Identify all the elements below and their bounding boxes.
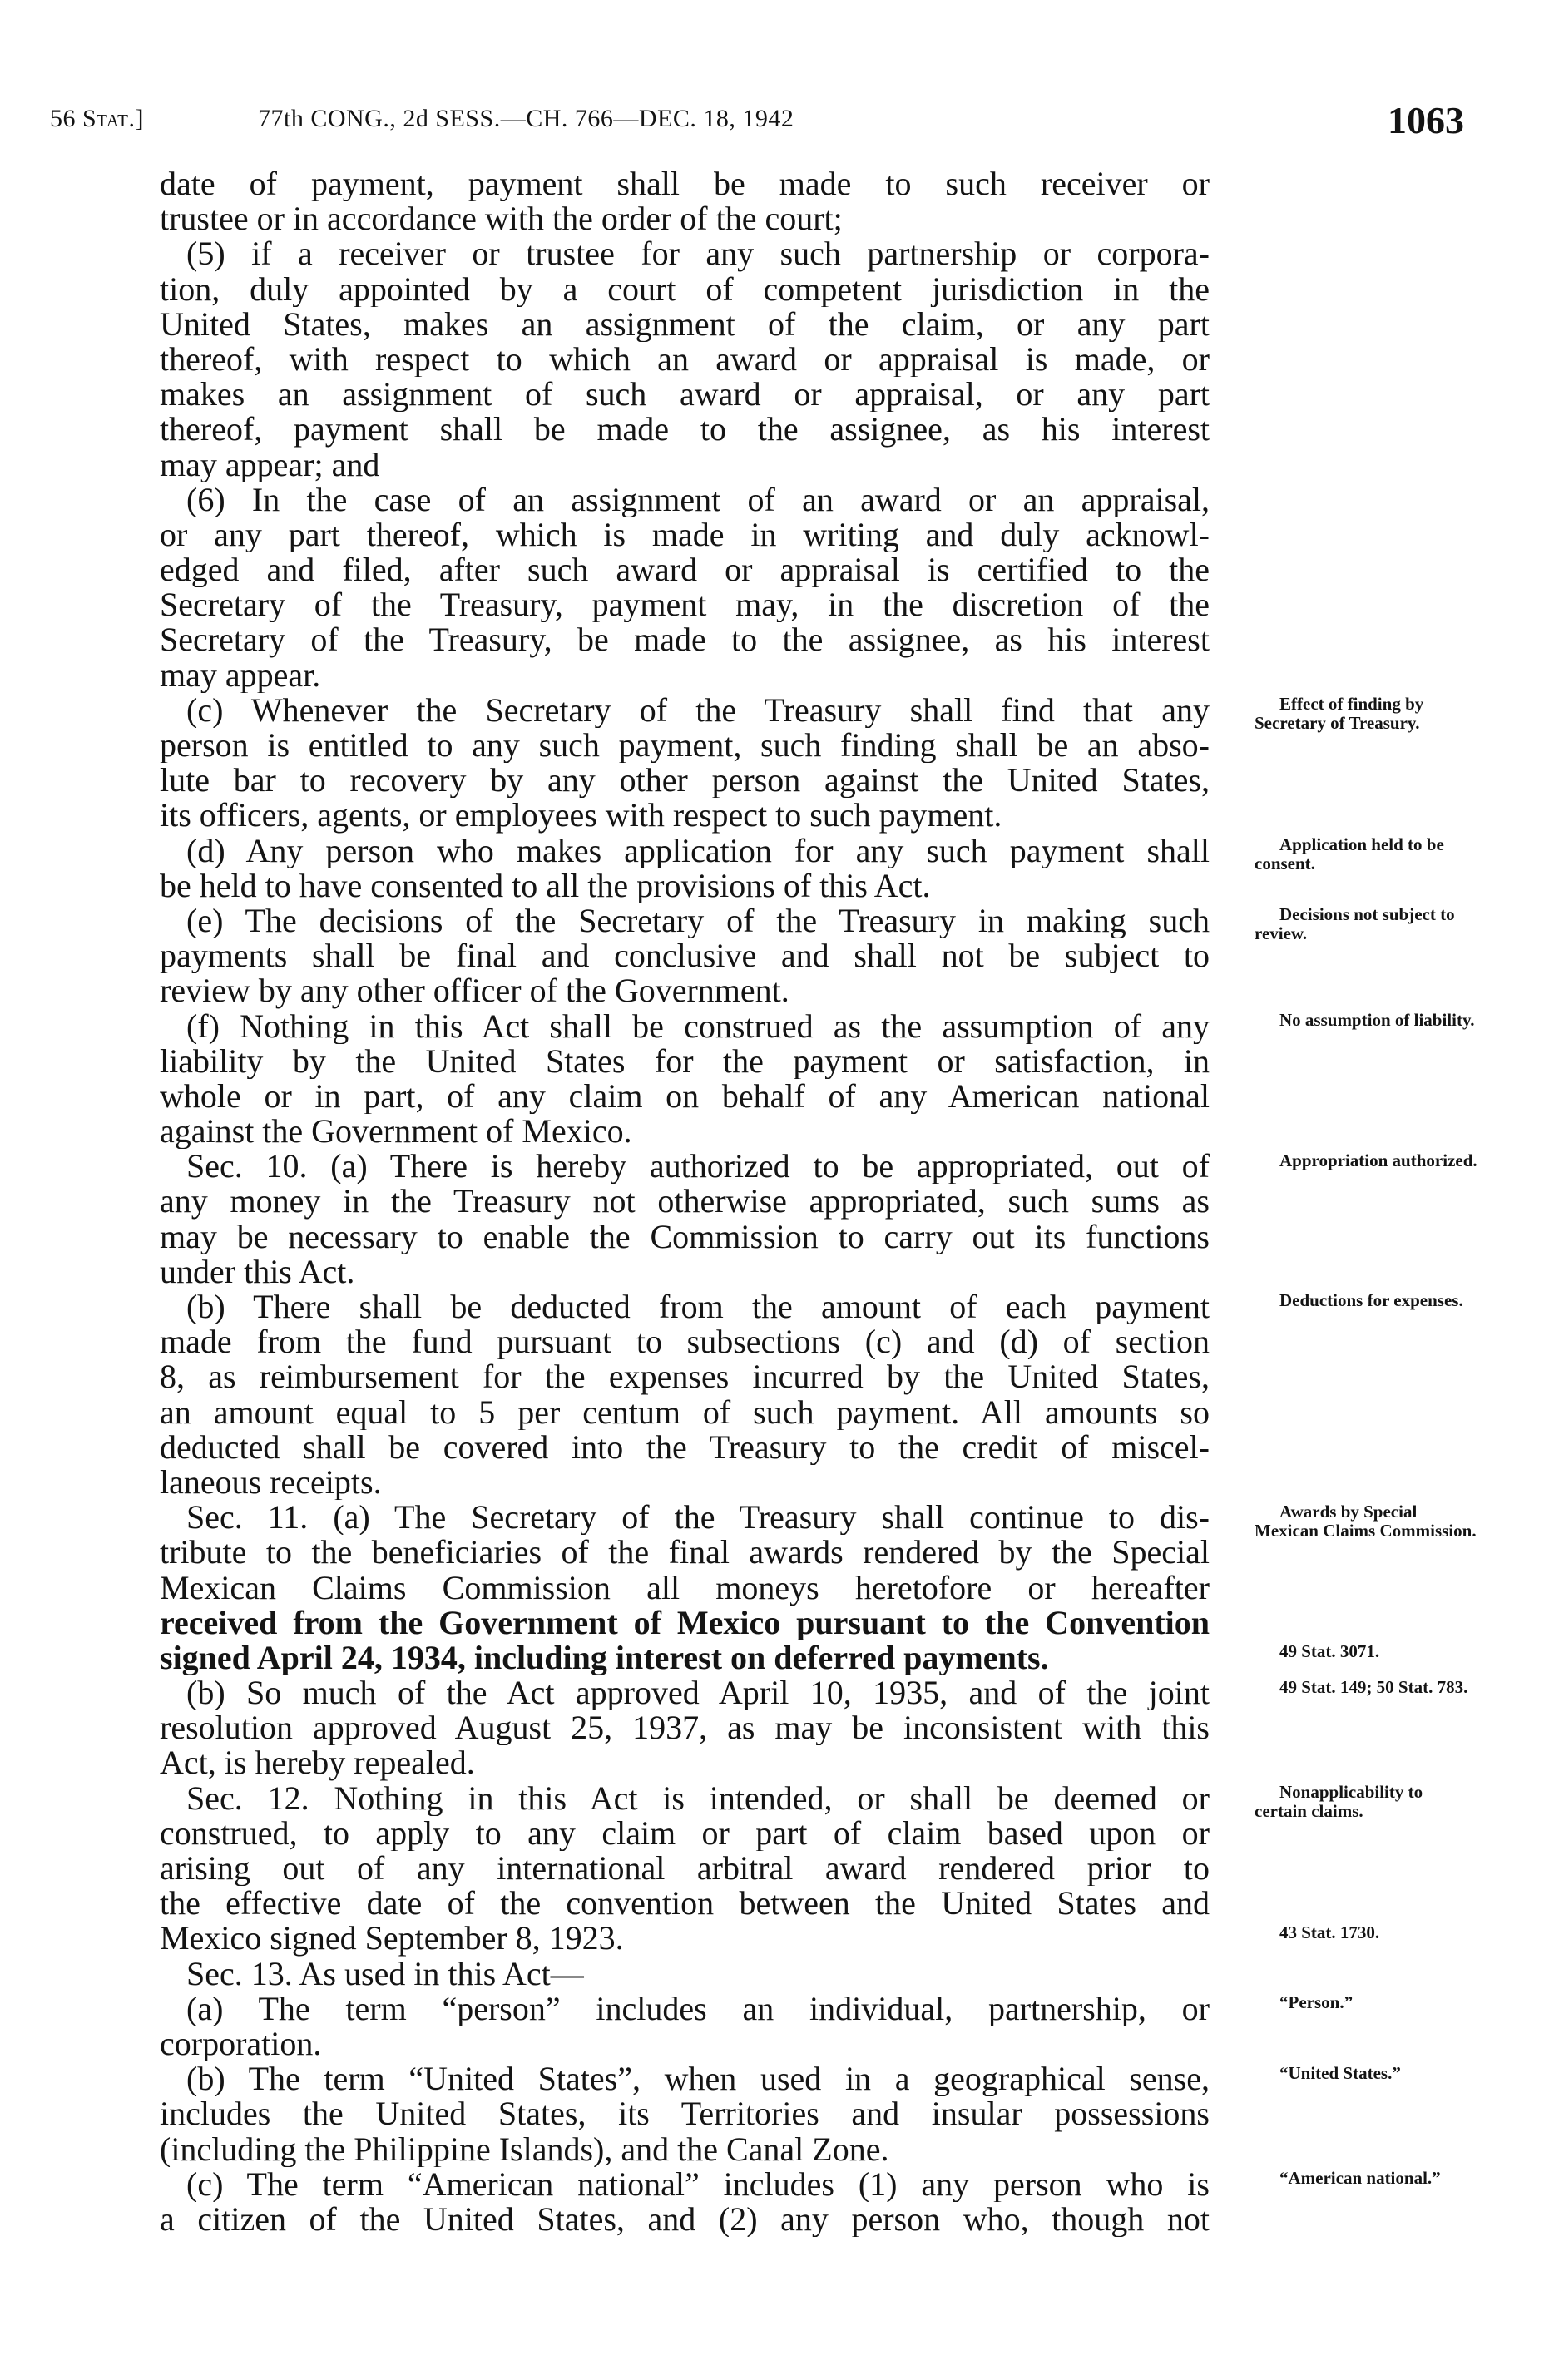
marginal-note: “Person.” xyxy=(1279,1992,1354,2013)
text-line: Act, is hereby repealed. xyxy=(160,1745,475,1781)
marginal-note: Deductions for expenses. xyxy=(1279,1290,1463,1311)
text-line: (including the Philippine Islands), and the Canal Zone. xyxy=(160,2131,889,2167)
text-line: Sec. 13. As used in this Act— xyxy=(186,1956,584,1992)
text-line: (c) The term “American national” includes (1) any person who is xyxy=(186,2166,1210,2202)
text-line: Mexico signed September 8, 1923. xyxy=(160,1921,624,1957)
text-line: date of payment, payment shall be made to such receiver or xyxy=(160,166,1210,202)
congress-session-chapter-date: 77th CONG., 2d SESS.—CH. 766—DEC. 18, 1942 xyxy=(258,105,794,132)
text-line: tion, duly appointed by a court of competent jurisdiction in the xyxy=(160,271,1210,307)
text-line: (f) Nothing in this Act shall be construed as the assumption of any xyxy=(186,1008,1210,1044)
text-line: a citizen of the United States, and (2) any person who, though not xyxy=(160,2201,1210,2238)
text-line: arising out of any international arbitral award rendered prior to xyxy=(160,1851,1210,1887)
text-line: deducted shall be covered into the Treasury to the credit of miscel- xyxy=(160,1429,1210,1465)
marginal-note: Appropriation authorized. xyxy=(1279,1150,1477,1170)
statute-text-column xyxy=(160,166,1210,2237)
marginal-note: No assumption of liability. xyxy=(1279,1009,1475,1030)
text-line: any money in the Treasury not otherwise appropriated, such sums as xyxy=(160,1184,1210,1220)
text-line: whole or in part, of any claim on behalf of any American national xyxy=(160,1078,1210,1115)
text-line: (e) The decisions of the Secretary of the Treasury in making such xyxy=(186,903,1210,939)
text-line: resolution approved August 25, 1937, as may be inconsistent with this xyxy=(160,1710,1210,1746)
text-line: thereof, payment shall be made to the assignee, as his interest xyxy=(160,412,1210,448)
text-line: under this Act. xyxy=(160,1254,355,1289)
statute-volume-reference: 56 Stat.] xyxy=(50,105,144,132)
marginal-note: 49 Stat. 3071. xyxy=(1279,1641,1380,1662)
text-line: received from the Government of Mexico pursuant to the Convention xyxy=(160,1605,1210,1640)
text-line: includes the United States, its Territories and insular possessions xyxy=(160,2096,1210,2132)
text-line: the effective date of the convention between the United States and xyxy=(160,1886,1210,1922)
text-line: 8, as reimbursement for the expenses incurred by the United States, xyxy=(160,1359,1210,1395)
marginal-note: 49 Stat. 149; 50 Stat. 783. xyxy=(1279,1676,1468,1697)
text-line: trustee or in accordance with the order of the court; xyxy=(160,201,843,237)
text-line: edged and filed, after such award or appraisal is certified to the xyxy=(160,552,1210,588)
text-line: (5) if a receiver or trustee for any such partnership or corpora- xyxy=(186,236,1210,272)
text-line: lute bar to recovery by any other person against the United States, xyxy=(160,763,1210,799)
marginal-notes xyxy=(1255,0,1504,2380)
text-line: (c) Whenever the Secretary of the Treasury shall find that any xyxy=(186,692,1210,728)
text-line: may appear. xyxy=(160,657,321,693)
text-line: (b) There shall be deducted from the amount of each payment xyxy=(186,1289,1210,1325)
text-line: Sec. 10. (a) There is hereby authorized to be appropriated, out of xyxy=(186,1149,1210,1185)
text-line: Sec. 11. (a) The Secretary of the Treasury shall continue to dis- xyxy=(186,1500,1210,1536)
text-line: makes an assignment of such award or appraisal, or any part xyxy=(160,377,1210,413)
text-line: be held to have consented to all the provisions of this Act. xyxy=(160,868,931,903)
text-line: (b) So much of the Act approved April 10, 1935, and of the joint xyxy=(186,1675,1210,1711)
marginal-note: Decisions not subject to review. xyxy=(1255,904,1455,944)
text-line: (6) In the case of an assignment of an award or an appraisal, xyxy=(186,482,1210,517)
text-line: person is entitled to any such payment, such finding shall be an abso- xyxy=(160,728,1210,764)
page-number: 1063 xyxy=(1388,99,1464,141)
marginal-note: “United States.” xyxy=(1279,2062,1401,2083)
text-line: tribute to the beneficiaries of the final awards rendered by the Special xyxy=(160,1535,1210,1571)
text-line: Secretary of the Treasury, payment may, in the discretion of the xyxy=(160,587,1210,623)
marginal-note: “American national.” xyxy=(1279,2168,1441,2189)
text-line: thereof, with respect to which an award or appraisal is made, or xyxy=(160,341,1210,378)
text-line: Secretary of the Treasury, be made to the assignee, as his interest xyxy=(160,622,1210,658)
text-line: review by any other officer of the Government. xyxy=(160,973,789,1009)
text-line: construed, to apply to any claim or part of claim based upon or xyxy=(160,1815,1210,1851)
marginal-note: Effect of finding by Secretary of Treasury. xyxy=(1255,694,1424,733)
text-line: United States, makes an assignment of the claim, or any part xyxy=(160,306,1210,342)
text-line: liability by the United States for the payment or satisfaction, in xyxy=(160,1043,1210,1079)
marginal-note: Nonapplicability to certain claims. xyxy=(1255,1782,1423,1822)
text-line: Sec. 12. Nothing in this Act is intended, or shall be deemed or xyxy=(186,1780,1210,1816)
text-line: may be necessary to enable the Commission to carry out its functions xyxy=(160,1219,1210,1254)
text-line: an amount equal to 5 per centum of such payment. All amounts so xyxy=(160,1394,1210,1430)
text-line: (a) The term “person” includes an individual, partnership, or xyxy=(186,1991,1210,2026)
text-line: corporation. xyxy=(160,2026,322,2062)
text-line: laneous receipts. xyxy=(160,1464,382,1501)
text-line: against the Government of Mexico. xyxy=(160,1114,632,1150)
text-line: payments shall be final and conclusive and shall not be subject to xyxy=(160,938,1210,974)
text-line: or any part thereof, which is made in writing and duly acknowl- xyxy=(160,517,1210,553)
marginal-note: 43 Stat. 1730. xyxy=(1279,1922,1380,1942)
text-line: may appear; and xyxy=(160,447,380,482)
text-line: (d) Any person who makes application for any such payment shall xyxy=(186,833,1210,868)
text-line: its officers, agents, or employees with respect to such payment. xyxy=(160,798,1002,834)
marginal-note: Application held to be consent. xyxy=(1255,834,1444,873)
marginal-note: Awards by Special Mexican Claims Commission. xyxy=(1255,1501,1477,1541)
text-line: made from the fund pursuant to subsections (c) and (d) of section xyxy=(160,1324,1210,1360)
running-header xyxy=(50,98,1464,148)
text-line: signed April 24, 1934, including interest on deferred payments. xyxy=(160,1640,1049,1676)
text-line: (b) The term “United States”, when used in a geographical sense, xyxy=(186,2061,1210,2097)
text-line: Mexican Claims Commission all moneys heretofore or hereafter xyxy=(160,1570,1210,1606)
